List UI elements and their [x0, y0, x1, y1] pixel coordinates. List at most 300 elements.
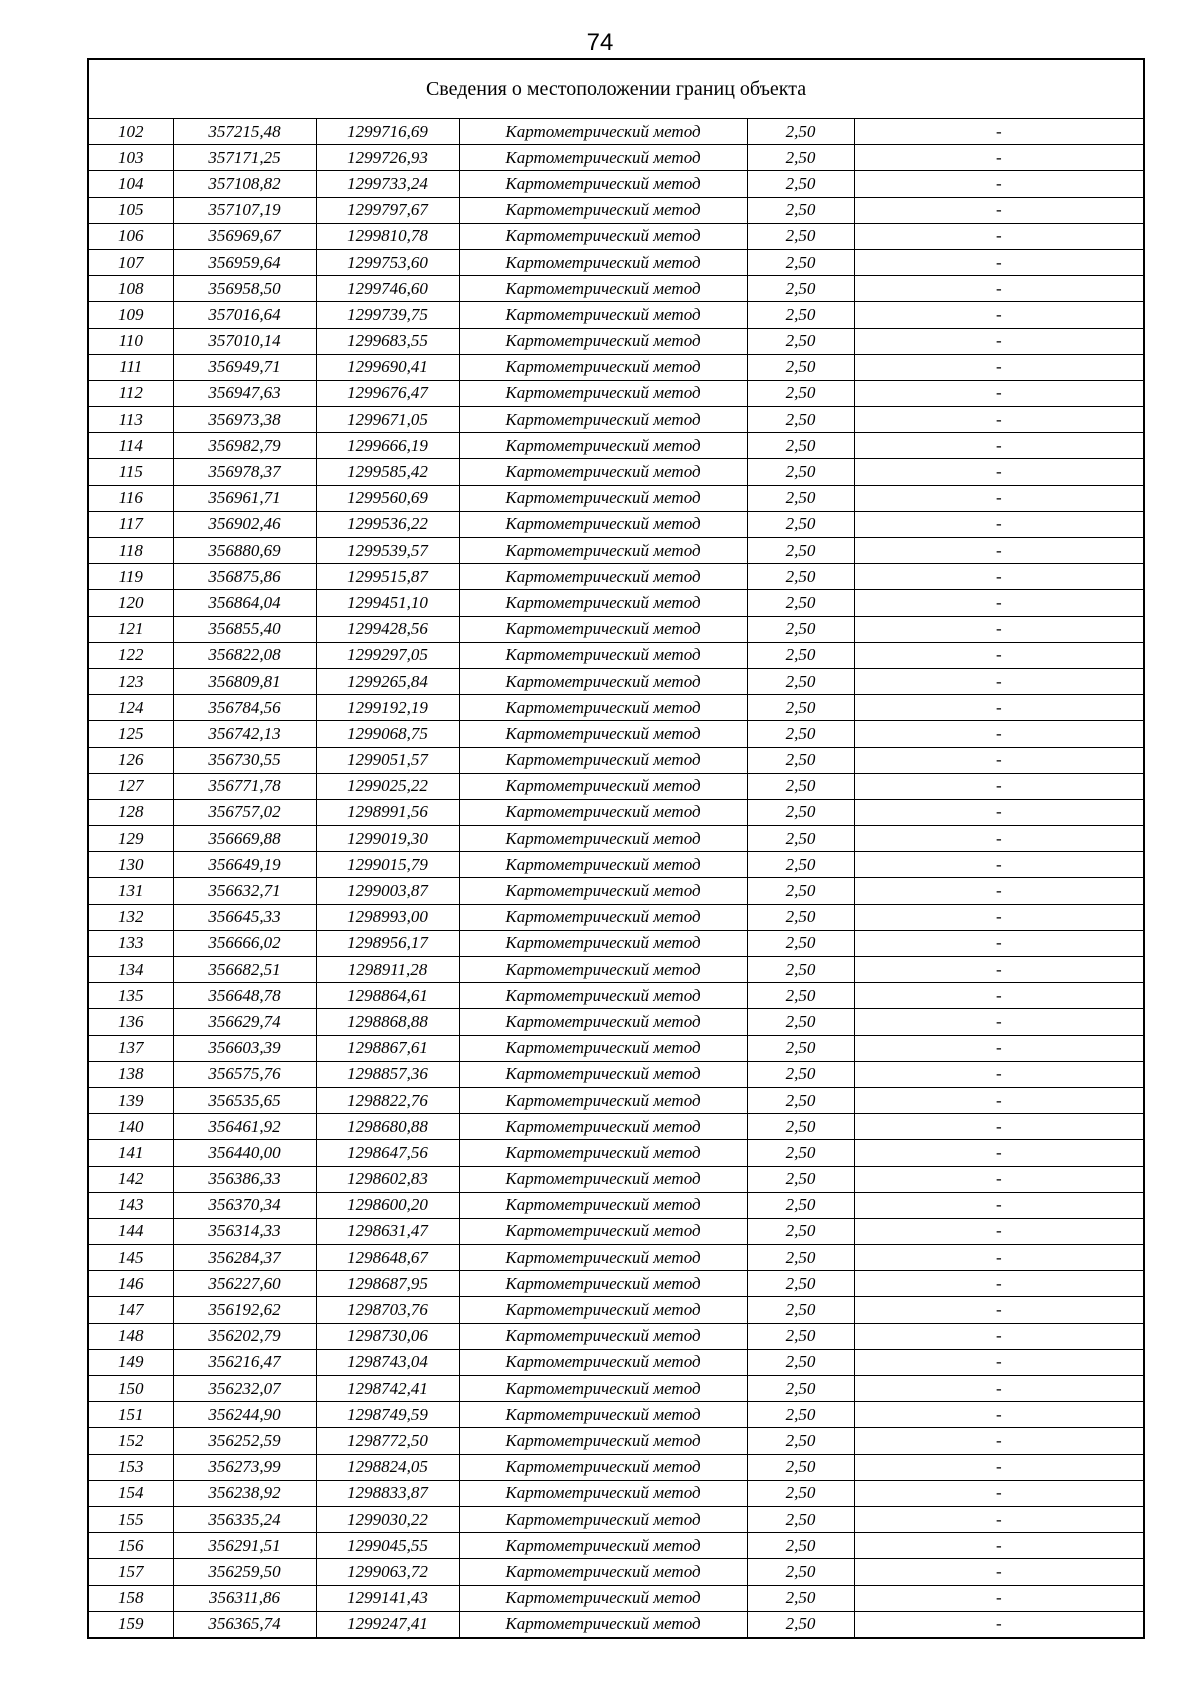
table-row: [88, 590, 1144, 616]
coord-y-cell: 1298993,00: [316, 904, 459, 930]
description-cell: -: [854, 590, 1144, 616]
coord-x-cell: 356875,86: [173, 564, 316, 590]
coord-x-cell: 356809,81: [173, 668, 316, 694]
coord-y-cell: 1298911,28: [316, 957, 459, 983]
method-cell: Картометрический метод: [459, 747, 747, 773]
accuracy-cell: 2,50: [747, 1349, 854, 1375]
accuracy-cell: 2,50: [747, 1166, 854, 1192]
accuracy-cell: 2,50: [747, 642, 854, 668]
table-row: [88, 721, 1144, 747]
coord-y-cell: 1299025,22: [316, 773, 459, 799]
accuracy-cell: 2,50: [747, 1114, 854, 1140]
description-cell: -: [854, 276, 1144, 302]
description-cell: -: [854, 904, 1144, 930]
description-cell: -: [854, 511, 1144, 537]
method-cell: Картометрический метод: [459, 171, 747, 197]
description-cell: -: [854, 1192, 1144, 1218]
coord-x-cell: 356784,56: [173, 695, 316, 721]
point-number-cell: 102: [88, 119, 173, 145]
coord-y-cell: 1298857,36: [316, 1061, 459, 1087]
coord-x-cell: 356880,69: [173, 538, 316, 564]
accuracy-cell: 2,50: [747, 1611, 854, 1638]
description-cell: -: [854, 223, 1144, 249]
description-cell: -: [854, 799, 1144, 825]
method-cell: Картометрический метод: [459, 459, 747, 485]
coord-x-cell: 356959,64: [173, 249, 316, 275]
table-row: [88, 852, 1144, 878]
description-cell: -: [854, 1533, 1144, 1559]
description-cell: -: [854, 1376, 1144, 1402]
description-cell: -: [854, 1297, 1144, 1323]
description-cell: -: [854, 197, 1144, 223]
coord-x-cell: 357010,14: [173, 328, 316, 354]
accuracy-cell: 2,50: [747, 407, 854, 433]
point-number-cell: 124: [88, 695, 173, 721]
coord-x-cell: 356649,19: [173, 852, 316, 878]
method-cell: Картометрический метод: [459, 1009, 747, 1035]
table-row: [88, 904, 1144, 930]
accuracy-cell: 2,50: [747, 197, 854, 223]
table-row: [88, 1611, 1144, 1638]
table-row: [88, 1454, 1144, 1480]
coord-y-cell: 1299585,42: [316, 459, 459, 485]
coord-y-cell: 1298703,76: [316, 1297, 459, 1323]
table-row: [88, 328, 1144, 354]
method-cell: Картометрический метод: [459, 197, 747, 223]
point-number-cell: 142: [88, 1166, 173, 1192]
coord-x-cell: 356244,90: [173, 1402, 316, 1428]
table-row: [88, 485, 1144, 511]
method-cell: Картометрический метод: [459, 1297, 747, 1323]
coord-x-cell: 356535,65: [173, 1087, 316, 1113]
description-cell: -: [854, 1035, 1144, 1061]
coord-x-cell: 356949,71: [173, 354, 316, 380]
point-number-cell: 111: [88, 354, 173, 380]
coord-x-cell: 356192,62: [173, 1297, 316, 1323]
method-cell: Картометрический метод: [459, 826, 747, 852]
method-cell: Картометрический метод: [459, 1376, 747, 1402]
point-number-cell: 110: [88, 328, 173, 354]
table-row: [88, 249, 1144, 275]
description-cell: -: [854, 1140, 1144, 1166]
table-row: [88, 171, 1144, 197]
method-cell: Картометрический метод: [459, 511, 747, 537]
coord-y-cell: 1299068,75: [316, 721, 459, 747]
description-cell: -: [854, 1166, 1144, 1192]
coord-y-cell: 1299003,87: [316, 878, 459, 904]
table-row: [88, 826, 1144, 852]
point-number-cell: 116: [88, 485, 173, 511]
table-row: [88, 1218, 1144, 1244]
description-cell: -: [854, 721, 1144, 747]
coord-x-cell: 356238,92: [173, 1480, 316, 1506]
accuracy-cell: 2,50: [747, 1533, 854, 1559]
point-number-cell: 159: [88, 1611, 173, 1638]
point-number-cell: 104: [88, 171, 173, 197]
accuracy-cell: 2,50: [747, 1192, 854, 1218]
accuracy-cell: 2,50: [747, 616, 854, 642]
coord-x-cell: 356864,04: [173, 590, 316, 616]
method-cell: Картометрический метод: [459, 1349, 747, 1375]
accuracy-cell: 2,50: [747, 1323, 854, 1349]
point-number-cell: 126: [88, 747, 173, 773]
table-row: [88, 380, 1144, 406]
accuracy-cell: 2,50: [747, 459, 854, 485]
description-cell: -: [854, 957, 1144, 983]
coord-y-cell: 1298991,56: [316, 799, 459, 825]
method-cell: Картометрический метод: [459, 1480, 747, 1506]
description-cell: -: [854, 249, 1144, 275]
accuracy-cell: 2,50: [747, 721, 854, 747]
point-number-cell: 156: [88, 1533, 173, 1559]
accuracy-cell: 2,50: [747, 171, 854, 197]
coord-x-cell: 357215,48: [173, 119, 316, 145]
coord-y-cell: 1298600,20: [316, 1192, 459, 1218]
method-cell: Картометрический метод: [459, 721, 747, 747]
coord-y-cell: 1298864,61: [316, 983, 459, 1009]
point-number-cell: 140: [88, 1114, 173, 1140]
table-row: [88, 1323, 1144, 1349]
point-number-cell: 143: [88, 1192, 173, 1218]
method-cell: Картометрический метод: [459, 407, 747, 433]
coord-y-cell: 1299560,69: [316, 485, 459, 511]
accuracy-cell: 2,50: [747, 799, 854, 825]
description-cell: -: [854, 119, 1144, 145]
coord-y-cell: 1299676,47: [316, 380, 459, 406]
coord-x-cell: 357016,64: [173, 302, 316, 328]
table-row: [88, 511, 1144, 537]
accuracy-cell: 2,50: [747, 695, 854, 721]
accuracy-cell: 2,50: [747, 1585, 854, 1611]
description-cell: -: [854, 930, 1144, 956]
point-number-cell: 155: [88, 1506, 173, 1532]
accuracy-cell: 2,50: [747, 328, 854, 354]
point-number-cell: 136: [88, 1009, 173, 1035]
point-number-cell: 139: [88, 1087, 173, 1113]
accuracy-cell: 2,50: [747, 773, 854, 799]
method-cell: Картометрический метод: [459, 1454, 747, 1480]
point-number-cell: 131: [88, 878, 173, 904]
coord-y-cell: 1299051,57: [316, 747, 459, 773]
table-row: [88, 1428, 1144, 1454]
description-cell: -: [854, 668, 1144, 694]
description-cell: -: [854, 354, 1144, 380]
point-number-cell: 107: [88, 249, 173, 275]
description-cell: -: [854, 1559, 1144, 1585]
coord-x-cell: 356629,74: [173, 1009, 316, 1035]
accuracy-cell: 2,50: [747, 1245, 854, 1271]
table-row: [88, 957, 1144, 983]
description-cell: -: [854, 616, 1144, 642]
coord-x-cell: 356575,76: [173, 1061, 316, 1087]
point-number-cell: 129: [88, 826, 173, 852]
description-cell: -: [854, 878, 1144, 904]
method-cell: Картометрический метод: [459, 1585, 747, 1611]
table-row: [88, 407, 1144, 433]
method-cell: Картометрический метод: [459, 799, 747, 825]
point-number-cell: 119: [88, 564, 173, 590]
point-number-cell: 121: [88, 616, 173, 642]
coord-x-cell: 356982,79: [173, 433, 316, 459]
coord-x-cell: 356978,37: [173, 459, 316, 485]
coord-y-cell: 1298867,61: [316, 1035, 459, 1061]
coord-x-cell: 356603,39: [173, 1035, 316, 1061]
coord-y-cell: 1299192,19: [316, 695, 459, 721]
coord-y-cell: 1299810,78: [316, 223, 459, 249]
point-number-cell: 113: [88, 407, 173, 433]
method-cell: Картометрический метод: [459, 1061, 747, 1087]
method-cell: Картометрический метод: [459, 1140, 747, 1166]
coord-y-cell: 1299539,57: [316, 538, 459, 564]
accuracy-cell: 2,50: [747, 747, 854, 773]
accuracy-cell: 2,50: [747, 930, 854, 956]
accuracy-cell: 2,50: [747, 1035, 854, 1061]
coord-x-cell: 356461,92: [173, 1114, 316, 1140]
coord-x-cell: 356232,07: [173, 1376, 316, 1402]
coord-x-cell: 356370,34: [173, 1192, 316, 1218]
accuracy-cell: 2,50: [747, 485, 854, 511]
point-number-cell: 157: [88, 1559, 173, 1585]
coord-x-cell: 356973,38: [173, 407, 316, 433]
boundary-coordinates-table: [87, 58, 1145, 1639]
coord-x-cell: 356648,78: [173, 983, 316, 1009]
description-cell: -: [854, 302, 1144, 328]
coord-x-cell: 356314,33: [173, 1218, 316, 1244]
method-cell: Картометрический метод: [459, 1087, 747, 1113]
coord-y-cell: 1299746,60: [316, 276, 459, 302]
coord-y-cell: 1298730,06: [316, 1323, 459, 1349]
table-row: [88, 1245, 1144, 1271]
point-number-cell: 138: [88, 1061, 173, 1087]
table-row: [88, 1349, 1144, 1375]
point-number-cell: 109: [88, 302, 173, 328]
description-cell: -: [854, 1271, 1144, 1297]
accuracy-cell: 2,50: [747, 119, 854, 145]
table-row: [88, 433, 1144, 459]
coord-y-cell: 1299716,69: [316, 119, 459, 145]
method-cell: Картометрический метод: [459, 1114, 747, 1140]
coord-y-cell: 1299671,05: [316, 407, 459, 433]
coord-x-cell: 356365,74: [173, 1611, 316, 1638]
point-number-cell: 144: [88, 1218, 173, 1244]
coord-x-cell: 356666,02: [173, 930, 316, 956]
method-cell: Картометрический метод: [459, 642, 747, 668]
coord-y-cell: 1299733,24: [316, 171, 459, 197]
coord-y-cell: 1298956,17: [316, 930, 459, 956]
description-cell: -: [854, 826, 1144, 852]
table-row: [88, 668, 1144, 694]
coord-y-cell: 1299265,84: [316, 668, 459, 694]
coord-y-cell: 1299030,22: [316, 1506, 459, 1532]
method-cell: Картометрический метод: [459, 564, 747, 590]
point-number-cell: 120: [88, 590, 173, 616]
accuracy-cell: 2,50: [747, 1087, 854, 1113]
description-cell: -: [854, 642, 1144, 668]
coord-y-cell: 1299045,55: [316, 1533, 459, 1559]
table-row: [88, 276, 1144, 302]
coord-x-cell: 356202,79: [173, 1323, 316, 1349]
table-row: [88, 799, 1144, 825]
table-row: [88, 1271, 1144, 1297]
description-cell: -: [854, 380, 1144, 406]
coord-y-cell: 1299247,41: [316, 1611, 459, 1638]
table-row: [88, 1035, 1144, 1061]
coord-x-cell: 356440,00: [173, 1140, 316, 1166]
point-number-cell: 134: [88, 957, 173, 983]
table-row: [88, 1009, 1144, 1035]
description-cell: -: [854, 1480, 1144, 1506]
accuracy-cell: 2,50: [747, 1428, 854, 1454]
accuracy-cell: 2,50: [747, 1140, 854, 1166]
description-cell: -: [854, 1218, 1144, 1244]
point-number-cell: 117: [88, 511, 173, 537]
coord-x-cell: 356252,59: [173, 1428, 316, 1454]
coord-x-cell: 356227,60: [173, 1271, 316, 1297]
table-row: [88, 1402, 1144, 1428]
coord-y-cell: 1298822,76: [316, 1087, 459, 1113]
accuracy-cell: 2,50: [747, 1061, 854, 1087]
accuracy-cell: 2,50: [747, 1402, 854, 1428]
coord-y-cell: 1298743,04: [316, 1349, 459, 1375]
coord-y-cell: 1299515,87: [316, 564, 459, 590]
table-row: [88, 119, 1144, 145]
point-number-cell: 152: [88, 1428, 173, 1454]
description-cell: -: [854, 983, 1144, 1009]
description-cell: -: [854, 1349, 1144, 1375]
accuracy-cell: 2,50: [747, 852, 854, 878]
method-cell: Картометрический метод: [459, 1402, 747, 1428]
point-number-cell: 118: [88, 538, 173, 564]
point-number-cell: 150: [88, 1376, 173, 1402]
coord-y-cell: 1299797,67: [316, 197, 459, 223]
point-number-cell: 132: [88, 904, 173, 930]
accuracy-cell: 2,50: [747, 1480, 854, 1506]
coord-x-cell: 356216,47: [173, 1349, 316, 1375]
table-row: [88, 1533, 1144, 1559]
accuracy-cell: 2,50: [747, 249, 854, 275]
method-cell: Картометрический метод: [459, 1323, 747, 1349]
coord-x-cell: 356291,51: [173, 1533, 316, 1559]
table-row: [88, 459, 1144, 485]
method-cell: Картометрический метод: [459, 380, 747, 406]
method-cell: Картометрический метод: [459, 773, 747, 799]
description-cell: -: [854, 1114, 1144, 1140]
table-row: [88, 197, 1144, 223]
coord-x-cell: 356961,71: [173, 485, 316, 511]
table-row: [88, 930, 1144, 956]
point-number-cell: 112: [88, 380, 173, 406]
accuracy-cell: 2,50: [747, 1376, 854, 1402]
table-row: [88, 747, 1144, 773]
table-title: Сведения о местоположении границ объекта: [88, 59, 1144, 119]
description-cell: -: [854, 695, 1144, 721]
method-cell: Картометрический метод: [459, 1166, 747, 1192]
coord-y-cell: 1298631,47: [316, 1218, 459, 1244]
coord-y-cell: 1298833,87: [316, 1480, 459, 1506]
coord-x-cell: 357171,25: [173, 145, 316, 171]
accuracy-cell: 2,50: [747, 1559, 854, 1585]
method-cell: Картометрический метод: [459, 1192, 747, 1218]
accuracy-cell: 2,50: [747, 826, 854, 852]
coord-y-cell: 1299428,56: [316, 616, 459, 642]
accuracy-cell: 2,50: [747, 590, 854, 616]
coord-x-cell: 356730,55: [173, 747, 316, 773]
accuracy-cell: 2,50: [747, 433, 854, 459]
description-cell: -: [854, 459, 1144, 485]
table-row: [88, 354, 1144, 380]
method-cell: Картометрический метод: [459, 1218, 747, 1244]
point-number-cell: 137: [88, 1035, 173, 1061]
method-cell: Картометрический метод: [459, 1533, 747, 1559]
coord-y-cell: 1298824,05: [316, 1454, 459, 1480]
description-cell: -: [854, 1428, 1144, 1454]
coord-y-cell: 1299063,72: [316, 1559, 459, 1585]
table-row: [88, 983, 1144, 1009]
coord-x-cell: 356632,71: [173, 878, 316, 904]
table-title-row: [88, 59, 1144, 119]
description-cell: -: [854, 1506, 1144, 1532]
accuracy-cell: 2,50: [747, 145, 854, 171]
coord-y-cell: 1299019,30: [316, 826, 459, 852]
method-cell: Картометрический метод: [459, 1559, 747, 1585]
point-number-cell: 127: [88, 773, 173, 799]
point-number-cell: 130: [88, 852, 173, 878]
table-row: [88, 1297, 1144, 1323]
point-number-cell: 105: [88, 197, 173, 223]
coord-y-cell: 1298648,67: [316, 1245, 459, 1271]
table-row: [88, 1559, 1144, 1585]
accuracy-cell: 2,50: [747, 1271, 854, 1297]
description-cell: -: [854, 747, 1144, 773]
accuracy-cell: 2,50: [747, 564, 854, 590]
point-number-cell: 153: [88, 1454, 173, 1480]
table-row: [88, 223, 1144, 249]
coord-x-cell: 356669,88: [173, 826, 316, 852]
description-cell: -: [854, 1611, 1144, 1638]
description-cell: -: [854, 1402, 1144, 1428]
coord-x-cell: 356311,86: [173, 1585, 316, 1611]
description-cell: -: [854, 1009, 1144, 1035]
coord-x-cell: 356969,67: [173, 223, 316, 249]
coord-y-cell: 1298742,41: [316, 1376, 459, 1402]
method-cell: Картометрический метод: [459, 276, 747, 302]
coord-x-cell: 356822,08: [173, 642, 316, 668]
point-number-cell: 122: [88, 642, 173, 668]
accuracy-cell: 2,50: [747, 276, 854, 302]
table-row: [88, 145, 1144, 171]
accuracy-cell: 2,50: [747, 1218, 854, 1244]
point-number-cell: 108: [88, 276, 173, 302]
method-cell: Картометрический метод: [459, 852, 747, 878]
accuracy-cell: 2,50: [747, 668, 854, 694]
method-cell: Картометрический метод: [459, 328, 747, 354]
coord-x-cell: 357107,19: [173, 197, 316, 223]
description-cell: -: [854, 328, 1144, 354]
method-cell: Картометрический метод: [459, 695, 747, 721]
method-cell: Картометрический метод: [459, 145, 747, 171]
accuracy-cell: 2,50: [747, 354, 854, 380]
coord-x-cell: 356742,13: [173, 721, 316, 747]
accuracy-cell: 2,50: [747, 1506, 854, 1532]
coord-x-cell: 356645,33: [173, 904, 316, 930]
point-number-cell: 145: [88, 1245, 173, 1271]
accuracy-cell: 2,50: [747, 1297, 854, 1323]
coord-x-cell: 356757,02: [173, 799, 316, 825]
point-number-cell: 149: [88, 1349, 173, 1375]
description-cell: -: [854, 433, 1144, 459]
table-row: [88, 1376, 1144, 1402]
coord-y-cell: 1299726,93: [316, 145, 459, 171]
